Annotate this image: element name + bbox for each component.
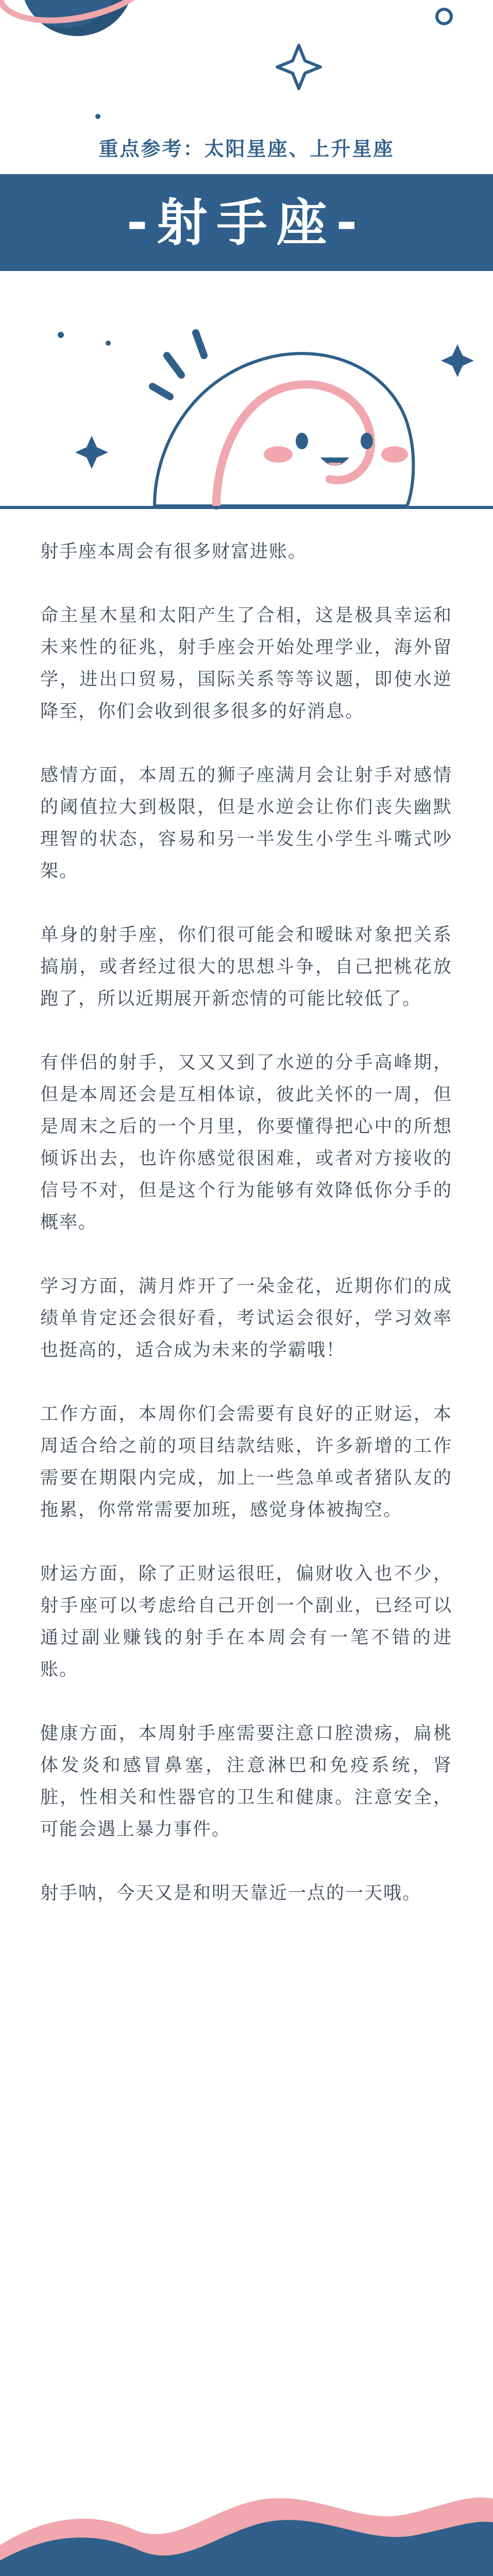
mascot-eye-left <box>296 433 308 449</box>
ring-dot-icon <box>437 9 451 24</box>
burst-lines <box>152 333 204 397</box>
dot-left-icon-2 <box>106 341 111 346</box>
sparkle-left-icon <box>75 436 108 469</box>
paragraph-wealth: 财运方面，除了正财运很旺，偏财收入也不少，射手座可以考虑给自己开创一个副业，已经可以通过副业赚钱的射手在本周会有一笔不错的进账。 <box>40 1564 452 1680</box>
paragraph-health: 健康方面，本周射手座需要注意口腔溃疡，扁桃体发炎和感冒鼻塞，注意淋巴和免疫系统，肾脏，性相关和性器官的卫生和健康。注意安全，可能会遇上暴力事件。 <box>40 1723 452 1840</box>
page-title: -射手座- <box>126 194 367 252</box>
paragraph-love: 感情方面，本周五的狮子座满月会让射手对感情的阈值拉大到极限，但是水逆会让你们丧失幽默理智的状态，容易和另一半发生小学生斗嘴式吵架。 <box>40 765 452 882</box>
sparkle-right-icon <box>441 344 474 377</box>
paragraph-study: 学习方面，满月炸开了一朵金花，近期你们的成绩单肯定还会很好看，考试运会很好，学习效率也挺高的，适合成为未来的学霸哦！ <box>40 1276 452 1361</box>
dot-left-icon <box>58 332 64 338</box>
paragraph-closing: 射手呐，今天又是和明天靠近一点的一天哦。 <box>40 1883 422 1904</box>
article-body <box>40 536 452 1941</box>
paragraph-partnered: 有伴侣的射手，又又又到了水逆的分手高峰期，但是本周还会是互相体谅，彼此关怀的一周，但是周末之后的一个月里，你要懂得把心中的所想倾诉出去，也许你感觉很困难，或者对方接收的信号不对，但是这个行为能够有效降低你分手的概率。 <box>40 1053 452 1233</box>
sparkle-icon <box>277 45 320 89</box>
header-baseline <box>0 506 493 509</box>
top-sparkles <box>0 0 493 134</box>
paragraph-intro: 射手座本周会有很多财富进账。 <box>40 541 308 562</box>
footer-waves <box>0 2473 493 2576</box>
paragraph-single: 单身的射手座，你们很可能会和暧昧对象把关系搞崩，或者经过很大的思想斗争，自己把桃花放跑了，所以近期展开新恋情的可能比较低了。 <box>40 925 452 1009</box>
mascot-eye-right <box>361 433 373 449</box>
mascot-body <box>155 353 413 506</box>
paragraph-work: 工作方面，本周你们会需要有良好的正财运，本周适合给之前的项目结款结账，许多新增的工作需要在期限内完成，加上一些急单或者猪队友的拖累，你常常需要加班，感觉身体被掏空。 <box>40 1404 452 1520</box>
reference-note: 重点参考：太阳星座、上升星座 <box>98 138 395 160</box>
dot-icon <box>95 114 100 119</box>
mascot-cheek-left <box>264 446 293 463</box>
paragraph-jupiter: 命主星木星和太阳产生了合相，这是极具幸运和未来性的征兆，射手座会开始处理学业，海外留学，进出口贸易，国际关系等等议题，即使水逆降至，你们会收到很多很多的好消息。 <box>40 605 452 722</box>
mascot-illustration <box>0 289 493 515</box>
mascot-cheek-right <box>381 446 408 463</box>
